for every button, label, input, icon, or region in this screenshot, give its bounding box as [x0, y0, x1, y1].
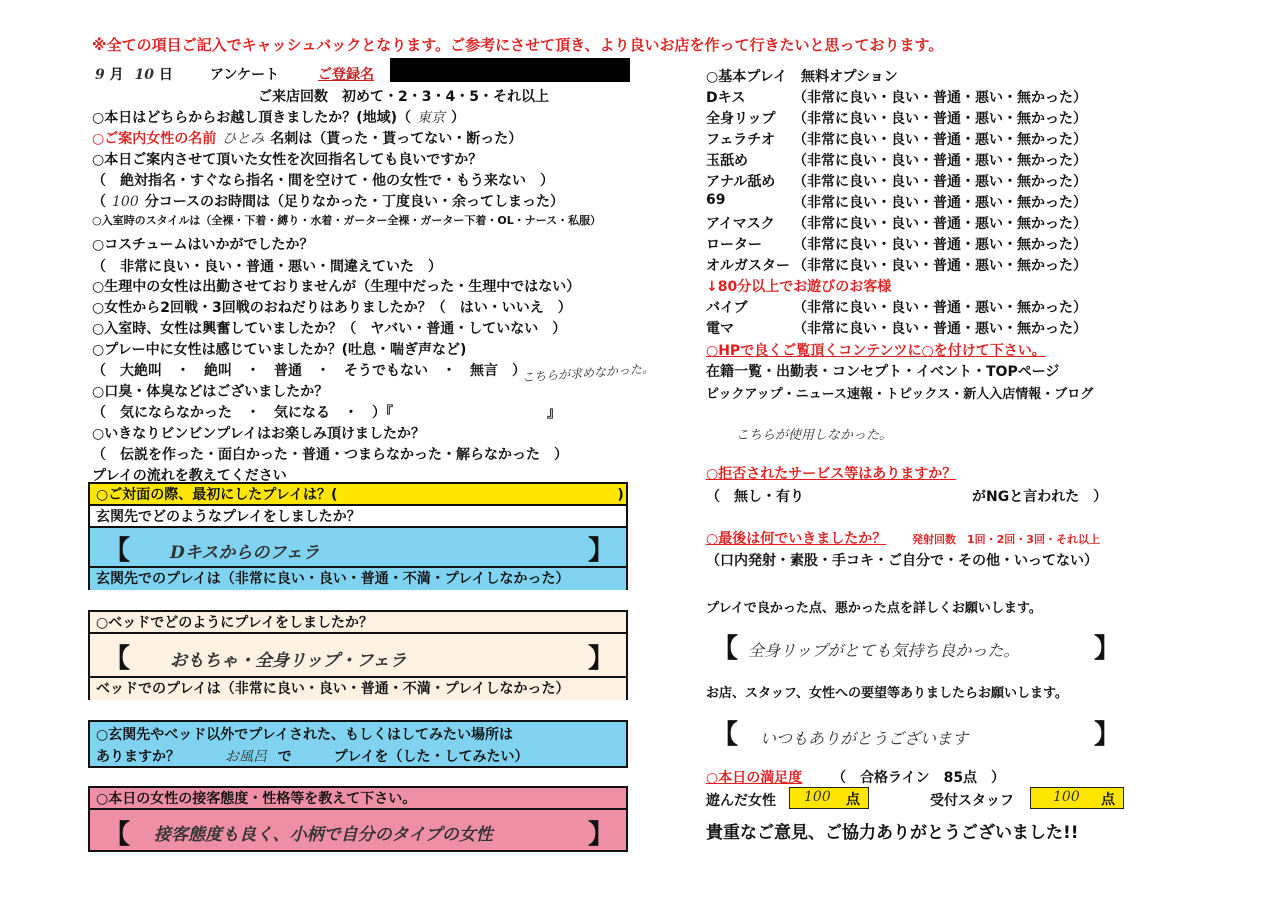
date-month: 9: [95, 67, 105, 83]
other-place-choice: で プレイを（した・してみたい）: [277, 749, 529, 765]
handwritten-answer: 東京: [417, 110, 446, 126]
good-bad-question: プレイで良かった点、悪かった点を詳しくお願いします。: [706, 601, 1042, 616]
girl-score-field: [789, 787, 869, 809]
attitude-answer-field: [90, 810, 626, 852]
question-text: ○コスチュームはいかがでしたか？: [92, 237, 314, 253]
left-handwritten-note: こちらが求めなかった。: [521, 361, 655, 385]
attitude-question: ○本日の女性の接客態度・性格等を教えて下さい。: [90, 788, 626, 810]
staff-score: 100: [1053, 789, 1080, 805]
option-rating: （非常に良い・良い・普通・悪い・無かった）: [793, 90, 1087, 106]
option-name: フェラチオ: [706, 132, 776, 148]
finish-title: ○最後は何でいきましたか？: [706, 531, 887, 547]
handwritten-answer: ひとみ: [222, 131, 265, 147]
question-tail: 分コースのお時間は（足りなかった・丁度良い・余ってしまった）: [144, 194, 565, 210]
redacted-name: [390, 58, 630, 82]
question-row: [92, 234, 314, 254]
day-label: 日: [158, 67, 173, 83]
question-text: ○プレー中に女性は感じていましたか？(吐息・喘ぎ声など): [92, 342, 467, 358]
bracket-close: 】: [588, 820, 615, 850]
hp-contents-1: 在籍一覧・出勤表・コンセプト・イベント・TOPページ: [706, 364, 1060, 380]
finish-count: 発射回数 1回・2回・3回・それ以上: [912, 533, 1100, 546]
other-place-handwritten: お風呂: [224, 749, 267, 765]
bracket-close: 】: [1094, 634, 1121, 664]
option-rating: （非常に良い・良い・普通・悪い・無かった）: [793, 237, 1087, 253]
question-text: ○入室時、女性は興奮していましたか？（ ヤバい・普通・していない ）: [92, 321, 567, 337]
option-rating: （非常に良い・良い・普通・悪い・無かった）: [793, 132, 1087, 148]
girl-score-label: 遊んだ女性: [706, 793, 776, 809]
option-rating: （非常に良い・良い・普通・悪い・無かった）: [793, 258, 1087, 274]
other-place-answer-row: [90, 746, 626, 768]
hp-title: ○HPで良くご覧頂くコンテンツに○を付けて下さい。: [706, 343, 1046, 359]
premium-option-rating: （非常に良い・良い・普通・悪い・無かった）: [793, 321, 1087, 337]
option-name: 全身リップ: [706, 111, 776, 127]
question-row: [92, 297, 572, 317]
option-name: アナル舐め: [706, 174, 776, 190]
premium-option-name: バイブ: [706, 300, 748, 316]
request-answer: いつもありがとうございます: [760, 729, 969, 748]
question-text: ○口臭・体臭などはございましたか？: [92, 384, 329, 400]
finish-answer: （口内発射・素股・手コキ・ご自分で・その他・いってない）: [706, 553, 1098, 569]
premium-option-rating: （非常に良い・良い・普通・悪い・無かった）: [793, 300, 1087, 316]
staff-score-point: 点: [1101, 792, 1115, 808]
hp-handwritten-note: こちらが使用しなかった。: [736, 428, 893, 443]
option-rating: （非常に良い・良い・普通・悪い・無かった）: [793, 153, 1087, 169]
bracket-close: 】: [1094, 720, 1121, 750]
question-tail: ）: [451, 110, 466, 126]
question-text: （ 伝説を作った・面白かった・普通・つまらなかった・解らなかった ）: [92, 447, 568, 463]
question-text: （ 絶対指名・すぐなら指名・間を空けて・他の女性で・もう来ない ）: [92, 173, 554, 189]
question-text: ○いきなりビンビンプレイはお楽しみ頂けましたか？: [92, 426, 425, 442]
option-rating: （非常に良い・良い・普通・悪い・無かった）: [793, 195, 1087, 211]
question-tail: 名刺は（貰った・貰ってない・断った）: [270, 131, 523, 147]
option-name: 69: [706, 192, 726, 208]
question-text: ○本日ご案内させて頂いた女性を次回指名しても良いですか？: [92, 152, 483, 168]
girl-score-point: 点: [846, 792, 860, 808]
month-label: 月: [109, 67, 124, 83]
bed-play-box: [88, 610, 628, 700]
question-text: （: [92, 194, 106, 210]
other-place-label: ありますか？: [96, 749, 180, 765]
question-row: [92, 423, 425, 443]
question-row: [92, 381, 328, 401]
question-row: [92, 191, 564, 211]
question-row: [92, 128, 522, 148]
bed-answer-field: [90, 634, 626, 678]
bracket-open: 【: [104, 644, 131, 674]
question-row: [92, 339, 466, 359]
question-text: （ 非常に良い・良い・普通・悪い・間違えていた ）: [92, 259, 442, 275]
bed-play-question: ○ベッドでどのようにプレイをしましたか？: [90, 612, 626, 634]
bed-rating: ベッドでのプレイは（非常に良い・良い・普通・不満・プレイしなかった）: [90, 678, 626, 700]
bracket-open: 【: [712, 720, 739, 750]
header-notice: ※全ての項目ご記入でキャッシュバックとなります。ご参考にさせて頂き、より良いお店を作って行きたいと思っております。: [92, 36, 944, 54]
refused-answer: （ 無し・有り がNGと言われた ）: [706, 489, 1108, 505]
question-row: [92, 107, 465, 127]
visit-count: ご来店回数 初めて・2・3・4・5・それ以上: [258, 89, 549, 105]
option-rating: （非常に良い・良い・普通・悪い・無かった）: [793, 174, 1087, 190]
option-name: 玉舐め: [706, 153, 748, 169]
handwritten-answer: 100: [112, 194, 139, 210]
question-text: ○ご案内女性の名前: [92, 131, 217, 147]
bracket-open: 【: [104, 536, 131, 566]
first-play-question: ○ご対面の際、最初にしたプレイは？( ): [90, 484, 626, 506]
bracket-open: 【: [104, 820, 131, 850]
date-day: 10: [134, 67, 154, 83]
question-row: [92, 276, 580, 296]
bracket-close: 】: [588, 644, 615, 674]
question-row: [92, 256, 442, 276]
question-row: [92, 212, 601, 228]
option-rating: （非常に良い・良い・普通・悪い・無かった）: [793, 216, 1087, 232]
question-text: プレイの流れを教えてください: [92, 468, 287, 484]
staff-score-label: 受付スタッフ: [930, 793, 1014, 809]
member-label: ご登録名: [318, 67, 374, 83]
other-place-question: ○玄関先やベッド以外でプレイされた、もしくはしてみたい場所は: [96, 727, 513, 743]
request-question: お店、スタッフ、女性への要望等ありましたらお願いします。: [706, 686, 1068, 701]
bracket-close: 】: [588, 536, 615, 566]
entrance-answer-field: [90, 528, 626, 568]
option-name: Dキス: [706, 90, 746, 106]
premium-option-name: 電マ: [706, 321, 734, 337]
survey-label: アンケート: [210, 67, 280, 83]
entrance-rating: 玄関先でのプレイは（非常に良い・良い・普通・不満・プレイしなかった）: [90, 568, 626, 590]
question-row: [92, 170, 554, 190]
hp-contents-2: ピックアップ・ニュース速報・トピックス・新人入店情報・ブログ: [706, 387, 1094, 402]
option-rating: （非常に良い・良い・普通・悪い・無かった）: [793, 111, 1087, 127]
question-text: （ 気にならなかった ・ 気になる ・ ）『 』: [92, 405, 561, 421]
question-text: ○本日はどちらからお越し頂きましたか？(地域)（: [92, 110, 412, 126]
attitude-box: [88, 786, 628, 852]
options-title: ○基本プレイ 無料オプション: [706, 69, 898, 85]
question-text: ○生理中の女性は出勤させておりませんが（生理中だった・生理中ではない）: [92, 279, 581, 295]
entrance-play-box: [88, 482, 628, 590]
bracket-open: 【: [712, 634, 739, 664]
attitude-answer: 接客態度も良く、小柄で自分のタイプの女性: [154, 825, 493, 845]
question-row: [92, 149, 482, 169]
question-text: ○入室時のスタイルは（全裸・下着・縛り・水着・ガーター全裸・ガーター下着・OL・ナース・私服）: [92, 214, 602, 227]
question-text: （ 大絶叫 ・ 絶叫 ・ 普通 ・ そうでもない ・ 無言 ）: [92, 363, 526, 379]
option-name: オルガスター: [706, 258, 790, 274]
girl-score: 100: [804, 789, 831, 805]
option-name: アイマスク: [706, 216, 775, 232]
question-row: [92, 402, 561, 422]
date-row: [95, 64, 173, 84]
premium-title: ↓80分以上でお遊びのお客様: [706, 279, 892, 295]
entrance-play-question: 玄関先でどのようなプレイをしましたか？: [90, 506, 626, 528]
good-bad-answer: 全身リップがとても気持ち良かった。: [748, 641, 1020, 660]
option-name: ローター: [706, 237, 762, 253]
refused-title: ○拒否されたサービス等はありますか？: [706, 466, 957, 482]
question-row: [92, 444, 568, 464]
entrance-answer: Dキスからのフェラ: [170, 543, 320, 563]
satisfaction-title: ○本日の満足度: [706, 770, 803, 786]
pass-line: （ 合格ライン 85点 ）: [832, 770, 1006, 786]
bed-answer: おもちゃ・全身リップ・フェラ: [170, 651, 407, 671]
staff-score-field: [1030, 787, 1124, 809]
thanks-message: 貴重なご意見、ご協力ありがとうございました!!: [706, 823, 1079, 843]
question-row: [92, 318, 566, 338]
other-place-box: [88, 720, 628, 768]
question-text: ○女性から2回戦・3回戦のおねだりはありましたか？（ はい・いいえ ）: [92, 300, 572, 316]
question-row: [92, 360, 526, 380]
